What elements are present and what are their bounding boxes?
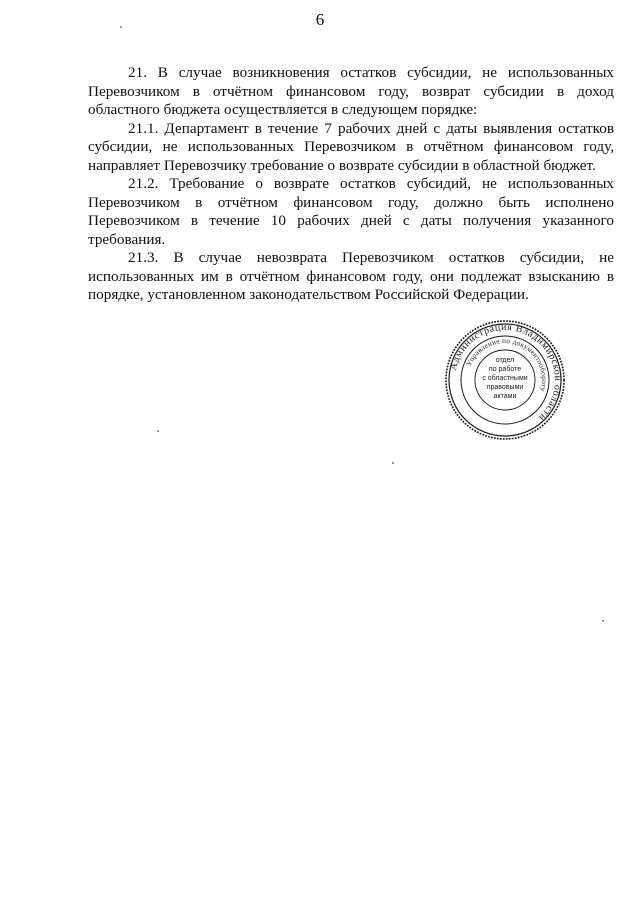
- stamp-center-line: актами: [493, 393, 517, 400]
- scan-speck: [602, 620, 604, 622]
- paragraph-21: 21. В случае возникновения остатков субсидии, не использованных Перевозчиком в отчётном финансовом году, возврат субсидии в доход областного бюджета осуществляется в следующем порядке:: [88, 64, 614, 118]
- stamp-center-line: с областными: [482, 375, 528, 382]
- stamp-center-line: правовыми: [486, 384, 524, 391]
- paragraph-21-2: 21.2. Требование о возврате остатков субсидий, не использованных Перевозчиком в отчётном финансовом году, должно быть исполнено Перевозчиком в течение 10 рабочих дней с даты получения указанного требования.: [88, 175, 614, 248]
- document-body: [88, 64, 614, 305]
- stamp-outer-text: Администрация Владимирской области: [448, 321, 564, 424]
- scan-speck: [392, 462, 394, 464]
- stamp-center-line: по работе: [488, 366, 522, 373]
- paragraph-21-3: 21.3. В случае невозврата Перевозчиком остатков субсидии, не использованных им в отчётном финансовом году, они подлежат взысканию в порядке, установленном законодательством Российской Федерации.: [88, 249, 614, 303]
- paragraph-21-1: 21.1. Департамент в течение 7 рабочих дней с даты выявления остатков субсидии, не использованных Перевозчиком в отчётном финансовом году, направляет Перевозчику требование о возврате субсидии в областной бюджет.: [88, 119, 614, 174]
- scan-speck: [157, 430, 159, 432]
- scan-speck: [120, 26, 122, 28]
- stamp-center-line: отдел: [495, 357, 515, 364]
- page-number: 6: [315, 10, 325, 29]
- official-stamp: [444, 319, 566, 441]
- stamp-inner-text: Управление по документообороту: [465, 336, 549, 393]
